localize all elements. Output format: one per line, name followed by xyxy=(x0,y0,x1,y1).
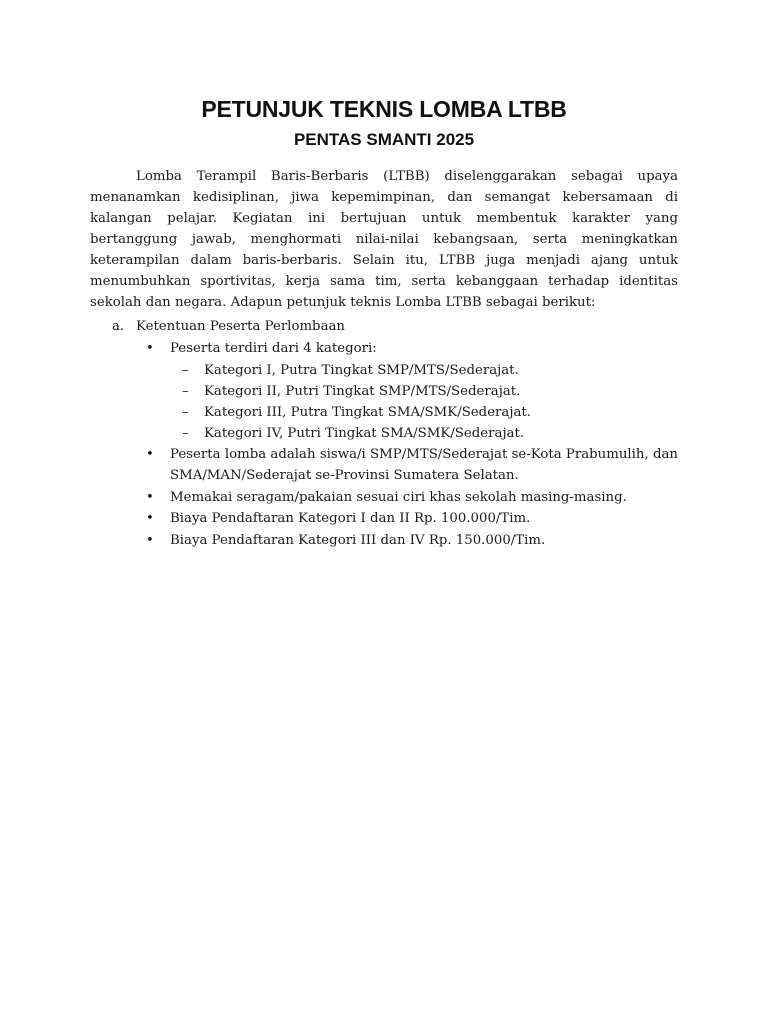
section-a-heading-text: Ketentuan Peserta Perlombaan xyxy=(136,319,345,334)
bullet-text: Biaya Pendaftaran Kategori I dan II Rp. 100.000/Tim. xyxy=(170,511,531,526)
list-item xyxy=(146,338,678,444)
bullet-marker: • xyxy=(146,511,154,526)
bullet-marker: • xyxy=(146,489,154,505)
document-subtitle: PENTAS SMANTI 2025 xyxy=(293,130,475,149)
section-a-marker: a. xyxy=(112,319,125,334)
category-text: Kategori I, Putra Tingkat SMP/MTS/Sederajat. xyxy=(204,362,519,378)
category-item xyxy=(182,381,678,402)
bullet-text: Biaya Pendaftaran Kategori III dan IV Rp. 150.000/Tim. xyxy=(170,532,546,548)
list-item xyxy=(146,508,678,530)
bullet-text: Peserta lomba adalah siswa/i SMP/MTS/Sederajat se-Kota Prabumulih, dan SMA/MAN/Sederajat se-Provinsi Sumatera Selatan. xyxy=(170,446,678,483)
dash-marker: – xyxy=(182,404,189,420)
intro-paragraph: Lomba Terampil Baris-Berbaris (LTBB) diselenggarakan sebagai upaya menanamkan kedisiplinan, jiwa kepemimpinan, dan semangat kebersamaan di kalangan pelajar. Kegiatan ini bertujuan untuk membentuk karakter yang bertanggung jawab, menghormati nilai-nilai kebangsaan, serta meningkatkan keterampilan dalam baris-berbaris. Selain itu, LTBB juga menjadi ajang untuk menumbuhkan sportivitas, kerja sama tim, serta kebanggaan terhadap identitas sekolah dan negara. Adapun petunjuk teknis Lomba LTBB sebagai berikut: xyxy=(90,169,678,310)
bullet-marker: • xyxy=(146,341,154,356)
bullet-marker: • xyxy=(146,446,154,462)
bullet-marker: • xyxy=(146,532,154,548)
bullet-text: Peserta terdiri dari 4 kategori: xyxy=(170,341,377,356)
document-page xyxy=(90,92,678,551)
category-text: Kategori II, Putri Tingkat SMP/MTS/Sederajat. xyxy=(204,383,521,399)
category-item xyxy=(182,423,678,444)
list-item xyxy=(146,444,678,487)
dash-marker: – xyxy=(182,362,189,378)
list-item xyxy=(146,530,678,552)
category-text: Kategori III, Putra Tingkat SMA/SMK/Sederajat. xyxy=(204,404,531,420)
category-list xyxy=(170,360,678,444)
category-item xyxy=(182,402,678,423)
section-a xyxy=(90,316,678,551)
category-text: Kategori IV, Putri Tingkat SMA/SMK/Sederajat. xyxy=(204,425,525,441)
category-item xyxy=(182,360,678,381)
bullet-list xyxy=(90,338,678,551)
dash-marker: – xyxy=(182,383,189,399)
bullet-text: Memakai seragam/pakaian sesuai ciri khas sekolah masing-masing. xyxy=(170,489,627,505)
section-a-heading xyxy=(90,316,678,338)
document-title: PETUNJUK TEKNIS LOMBA LTBB xyxy=(201,96,567,122)
list-item xyxy=(146,487,678,509)
dash-marker: – xyxy=(182,425,189,441)
